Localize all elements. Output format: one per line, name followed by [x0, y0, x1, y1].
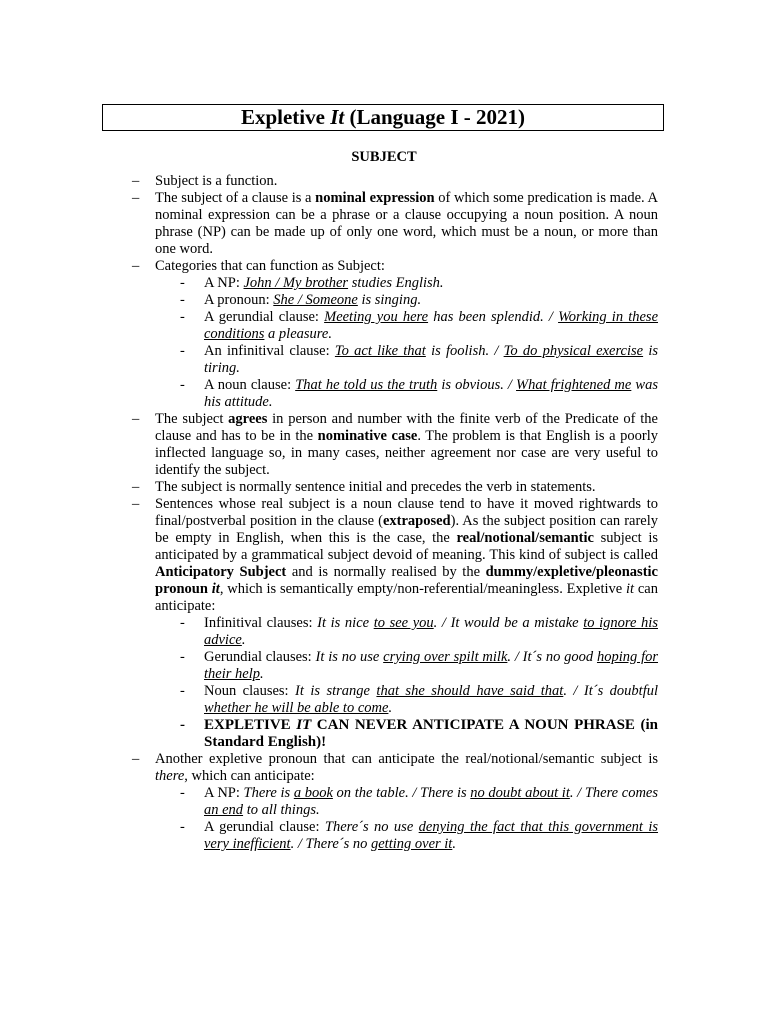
sub-list-item: - Gerundial clauses: It is no use crying over spilt milk. / It´s no good hoping for their help. — [180, 649, 659, 682]
bullet-marker: – — [132, 173, 140, 189]
sub-list-item: - A NP: John / My brother studies English. — [180, 275, 444, 291]
sub-list-item: - A pronoun: She / Someone is singing. — [180, 292, 422, 308]
dash-marker: - — [180, 615, 185, 631]
dash-marker: - — [180, 785, 185, 801]
sub-list-item: - A gerundial clause: Meeting you here has been splendid. / Working in these conditions a pleasure. — [180, 309, 659, 342]
title-suffix: (Language I - 2021) — [344, 105, 526, 129]
title-italic-it: It — [330, 105, 345, 129]
bullet-marker: – — [132, 479, 140, 495]
list-item: – The subject of a clause is a nominal expression of which some predication is made. A nominal expression can be a phrase or a clause occupying a noun position. A noun phrase (NP) can be made up of only one word, which must be a noun, or more than one word. — [132, 190, 658, 257]
dash-marker: - — [180, 377, 185, 393]
sub-list-item: - A noun clause: That he told us the truth is obvious. / What frightened me was his attitude. — [180, 377, 658, 410]
list-item: – Sentences whose real subject is a noun clause tend to have it moved rightwards to final/postverbal position in the clause (extraposed). As the subject position can rarely be empty in English, when this is the case, the real/notional/semantic subject is anticipated by a grammatical subject devoid of meaning. This kind of subject is called Anticipatory Subject and is normally realised by the dummy/expletive/pleonastic pronoun it, which is semantically empty/non-referential/meaningless. Expletive it can anticipate: — [132, 496, 658, 614]
title-prefix: Expletive — [240, 105, 331, 129]
document-title — [102, 104, 664, 131]
list-item: – The subject is normally sentence initial and precedes the verb in statements. — [132, 479, 596, 495]
sub-list-item: - Noun clauses: It is strange that she should have said that. / It´s doubtful whether he will be able to come. — [180, 683, 658, 716]
document-body — [132, 173, 658, 853]
bullet-marker: – — [132, 411, 140, 427]
dash-marker: - — [180, 649, 185, 665]
dash-marker: - — [180, 309, 185, 325]
dash-marker: - — [180, 683, 185, 699]
sub-list-item: - An infinitival clause: To act like that is foolish. / To do physical exercise is tiring. — [180, 343, 659, 376]
list-item: – Subject is a function. — [132, 173, 278, 189]
dash-marker: - — [180, 819, 185, 835]
bullet-marker: – — [132, 258, 140, 274]
dash-marker: - — [180, 275, 185, 291]
bullet-marker: – — [132, 496, 140, 512]
sub-list-item: - Infinitival clauses: It is nice to see you. / It would be a mistake to ignore his advice. — [180, 615, 658, 648]
dash-marker: - — [180, 343, 185, 359]
dash-marker: - — [180, 292, 185, 308]
sub-list-item: - A NP: There is a book on the table. / There is no doubt about it. / There comes an end to all things. — [180, 785, 658, 818]
section-heading: SUBJECT — [351, 149, 417, 165]
sub-list-item: - A gerundial clause: There´s no use denying the fact that this government is very inefficient. / There´s no getting over it. — [180, 819, 659, 852]
dash-marker: - — [180, 717, 185, 733]
list-item: – The subject agrees in person and number with the finite verb of the Predicate of the clause and has to be in the nominative case. The problem is that English is a poorly inflected language so, in many cases, neither agreement nor case are very useful to identify the subject. — [132, 411, 659, 478]
list-item: – Another expletive pronoun that can anticipate the real/notional/semantic subject is there, which can anticipate: — [132, 751, 658, 784]
bullet-marker: – — [132, 751, 140, 767]
list-item: – Categories that can function as Subject: — [132, 258, 385, 274]
sub-list-item-warning: - EXPLETIVE IT CAN NEVER ANTICIPATE A NOUN PHRASE (in Standard English)! — [180, 717, 658, 750]
bullet-marker: – — [132, 190, 140, 206]
